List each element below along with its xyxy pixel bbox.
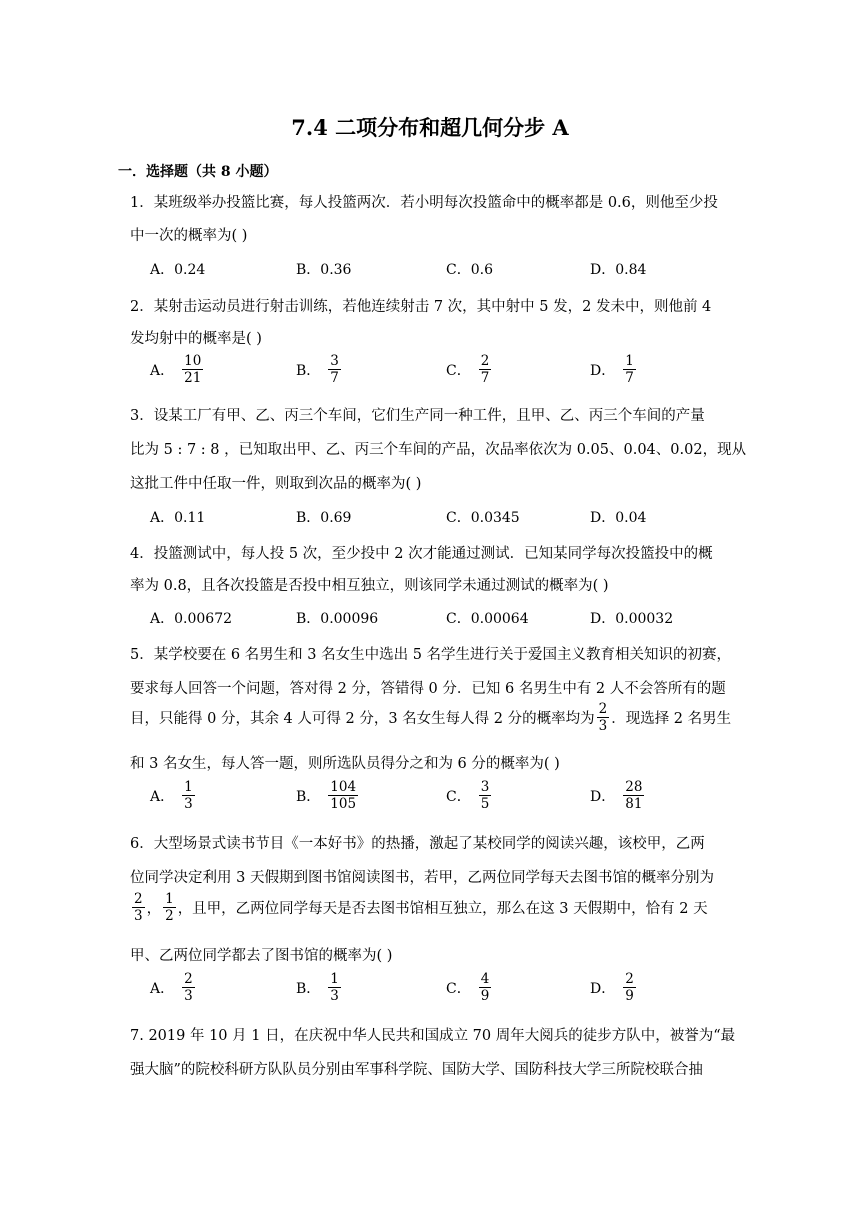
fraction — [623, 972, 636, 1003]
option-a[interactable]: A．0.11 — [150, 510, 206, 526]
fraction-numerator: 104 — [330, 779, 357, 795]
fraction — [182, 354, 203, 385]
fraction-numerator: 3 — [330, 353, 339, 369]
fraction — [479, 780, 492, 811]
fraction-numerator: 2 — [625, 971, 634, 987]
fraction-denominator: 105 — [330, 796, 357, 813]
option-c[interactable] — [446, 972, 493, 1003]
question-6-line-4: 甲、乙两位同学都去了图书馆的概率为( ) — [130, 948, 393, 964]
fraction — [479, 972, 492, 1003]
option-d[interactable] — [590, 780, 646, 811]
question-3-line-3: 这批工件中任取一件，则取到次品的概率为( ) — [130, 476, 422, 492]
question-2-options — [150, 354, 750, 394]
option-b[interactable]: B．0.00096 — [296, 611, 379, 627]
option-d[interactable] — [590, 354, 638, 385]
option-c[interactable]: C．0.6 — [446, 262, 493, 278]
fraction-denominator: 7 — [330, 370, 339, 387]
fraction-denominator: 21 — [184, 370, 202, 387]
question-5-line-4: 和 3 名女生，每人答一题，则所选队员得分之和为 6 分的概率为( ) — [130, 756, 560, 772]
option-label: D． — [590, 788, 616, 805]
section-heading: 一．选择题（共 8 小题） — [118, 164, 278, 180]
fraction — [623, 780, 644, 811]
question-7-line-1: 7. 2019 年 10 月 1 日，在庆祝中华人民共和国成立 70 周年大阅兵的徒步方队中，被誉为“最 — [130, 1028, 736, 1044]
question-4-options — [150, 608, 750, 648]
question-6-line-2: 位同学决定利用 3 天假期到图书馆阅读图书，若甲，乙两位同学每天去图书馆的概率分别为 — [130, 870, 714, 886]
fraction — [163, 892, 176, 923]
question-1-line-2: 中一次的概率为( ) — [130, 228, 248, 244]
document-title: 7.4 二项分布和超几何分步 A — [291, 115, 569, 140]
fraction-denominator: 81 — [625, 796, 643, 813]
text-segment: 目，只能得 0 分，其余 4 人可得 2 分，3 名女生每人得 2 分的概率均为 — [130, 711, 595, 728]
fraction-numerator: 10 — [184, 353, 202, 369]
option-label: C． — [446, 362, 471, 379]
question-5-options — [150, 780, 750, 820]
fraction-denominator: 7 — [480, 370, 490, 387]
question-3-line-1: 3．设某工厂有甲、乙、丙三个车间，它们生产同一种工件，且甲、乙、丙三个车间的产量 — [130, 408, 705, 424]
option-c[interactable]: C．0.0345 — [446, 510, 520, 526]
fraction — [479, 354, 492, 385]
fraction-denominator: 9 — [480, 988, 490, 1005]
question-3-line-2: 比为 5 : 7 : 8 ，已知取出甲、乙、丙三个车间的产品，次品率依次为 0.05、0.04、0.02，现从 — [130, 442, 747, 458]
fraction — [132, 892, 145, 923]
fraction-numerator: 2 — [598, 701, 608, 717]
question-6-line-1: 6．大型场景式读书节目《一本好书》的热播，激起了某校同学的阅读兴趣，该校甲，乙两 — [130, 836, 705, 852]
fraction-denominator: 3 — [184, 988, 193, 1005]
option-d[interactable] — [590, 972, 638, 1003]
option-c[interactable] — [446, 354, 493, 385]
option-label: B． — [296, 788, 321, 805]
option-label: B． — [296, 362, 321, 379]
question-6-line-3 — [130, 892, 708, 923]
option-label: D． — [590, 980, 616, 997]
question-1-options — [150, 259, 750, 299]
option-a[interactable]: A．0.24 — [150, 262, 206, 278]
question-4-line-1: 4．投篮测试中，每人投 5 次，至少投中 2 次才能通过测试．已知某同学每次投篮投中的概 — [130, 546, 713, 562]
fraction-numerator: 1 — [165, 891, 174, 907]
fraction-numerator: 1 — [184, 779, 193, 795]
option-a[interactable] — [150, 354, 205, 385]
option-c[interactable]: C．0.00064 — [446, 611, 529, 627]
fraction — [328, 354, 341, 385]
question-3-options — [150, 507, 750, 547]
option-a[interactable]: A．0.00672 — [150, 611, 233, 627]
option-label: A． — [150, 362, 175, 379]
option-a[interactable] — [150, 780, 197, 811]
fraction — [328, 972, 341, 1003]
fraction-denominator: 3 — [598, 718, 608, 735]
option-d[interactable]: D．0.84 — [590, 262, 647, 278]
fraction-denominator: 9 — [625, 988, 634, 1005]
fraction-numerator: 2 — [480, 353, 490, 369]
option-b[interactable]: B．0.69 — [296, 510, 352, 526]
question-5-line-2: 要求每人回答一个问题，答对得 2 分，答错得 0 分．已知 6 名男生中有 2 人不会答所有的题 — [130, 681, 726, 697]
option-d[interactable]: D．0.00032 — [590, 611, 674, 627]
option-label: B． — [296, 980, 321, 997]
fraction-denominator: 5 — [480, 796, 490, 813]
question-2-line-2: 发均射中的概率是( ) — [130, 331, 262, 347]
question-5-line-3 — [130, 702, 731, 733]
option-b[interactable] — [296, 354, 343, 385]
text-segment: ， — [146, 901, 162, 918]
fraction-numerator: 2 — [134, 891, 143, 907]
text-segment: ，且甲，乙两位同学每天是否去图书馆相互独立，那么在这 3 天假期中，恰有 2 天 — [177, 901, 708, 918]
fraction-denominator: 2 — [165, 908, 174, 925]
question-4-line-2: 率为 0.8，且各次投篮是否投中相互独立，则该同学未通过测试的概率为( ) — [130, 578, 609, 594]
fraction-numerator: 2 — [184, 971, 193, 987]
question-1-line-1: 1．某班级举办投篮比赛，每人投篮两次．若小明每次投篮命中的概率都是 0.6，则他至少投 — [130, 195, 718, 211]
fraction — [182, 780, 195, 811]
fraction-denominator: 3 — [184, 796, 193, 813]
question-7-line-2: 强大脑”的院校科研方队队员分别由军事科学院、国防大学、国防科技大学三所院校联合抽 — [130, 1062, 703, 1078]
option-b[interactable] — [296, 972, 343, 1003]
fraction-numerator: 28 — [625, 779, 643, 795]
option-a[interactable] — [150, 972, 197, 1003]
fraction-denominator: 7 — [625, 370, 634, 387]
option-d[interactable]: D．0.04 — [590, 510, 647, 526]
fraction — [328, 780, 358, 811]
fraction-denominator: 3 — [330, 988, 339, 1005]
option-label: A． — [150, 980, 175, 997]
fraction-numerator: 4 — [480, 971, 490, 987]
option-b[interactable]: B．0.36 — [296, 262, 352, 278]
fraction-denominator: 3 — [134, 908, 143, 925]
fraction — [623, 354, 636, 385]
option-label: D． — [590, 362, 616, 379]
option-label: C． — [446, 980, 471, 997]
question-5-line-1: 5．某学校要在 6 名男生和 3 名女生中选出 5 名学生进行关于爱国主义教育相关知识的初赛， — [130, 647, 732, 663]
fraction-numerator: 3 — [480, 779, 490, 795]
option-c[interactable] — [446, 780, 493, 811]
question-6-options — [150, 972, 750, 1012]
fraction — [182, 972, 195, 1003]
fraction-numerator: 1 — [330, 971, 339, 987]
fraction — [597, 702, 610, 733]
text-segment: ．现选择 2 名男生 — [611, 711, 732, 728]
option-label: C． — [446, 788, 471, 805]
question-2-line-1: 2．某射击运动员进行射击训练，若他连续射击 7 次，其中射中 5 发，2 发未中，则他前 4 — [130, 299, 712, 315]
fraction-numerator: 1 — [625, 353, 634, 369]
option-label: A． — [150, 788, 175, 805]
option-b[interactable] — [296, 780, 360, 811]
